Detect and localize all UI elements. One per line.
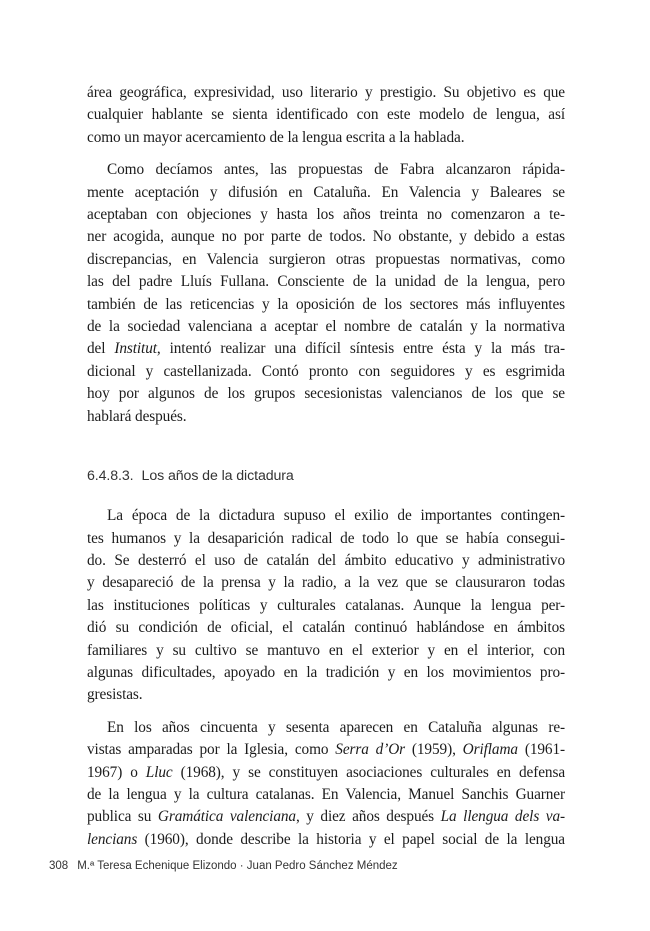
section-number: 6.4.8.3. [87,468,134,485]
text-line: y desapareció de la prensa y la radio, a la vez que se clausuraron todas [87,574,565,592]
text-line: cualquier hablante se sienta identificado con este modelo de lengua, así [87,106,565,124]
text-run: (1968), y se constituyen asociaciones culturales en defensa [172,763,566,781]
text-line [87,739,565,761]
text-run: (1960), donde describe la historia y el papel social de la lengua [137,830,565,848]
text-line: de la sociedad valenciana a aceptar el nombre de catalán y la normativa [87,318,565,336]
section-title: Los años de la dictadura [141,468,294,485]
text-line: como un mayor acercamiento de la lengua escrita a la hablada. [87,128,465,146]
text-line: dicional y castellanizada. Contó pronto con seguidores y es esgrimida [87,362,565,380]
text-run: , intentó realizar una difícil síntesis entre ésta y la más tra- [156,340,565,358]
text-run: , y diez años después [295,808,441,826]
paragraph-continuation [87,82,565,149]
paragraph-fabra [87,159,565,428]
page-footer [49,860,398,872]
text-line: hoy por algunos de los grupos secesionistas valencianos de los que se [87,385,565,403]
body-text [87,82,565,861]
text-line: mente aceptación y difusión en Cataluña. En Valencia y Baleares se [87,183,565,201]
italic-title: Gramática valenciana [157,808,296,826]
text-line [87,762,565,784]
text-line: gresistas. [87,686,143,704]
text-line: también de las reticencias y la oposición de los sectores más influyentes [87,295,565,313]
text-line: La época de la dictadura supuso el exilio de importantes contingen- [107,507,565,525]
text-line: aceptaban con objeciones y hasta los años treinta no comenzaron a te- [87,206,565,224]
text-run: publica su [87,808,158,826]
italic-title: Oriflama [462,741,518,759]
text-line: las del padre Lluís Fullana. Consciente de la unidad de la lengua, pero [87,273,565,291]
text-line: familiares y su cultivo se mantuvo en el exterior y en el interior, con [87,641,565,659]
text-run: (1959), [405,741,463,759]
text-run: 1967) o [87,763,146,781]
text-line: do. Se desterró el uso de catalán del ámbito educativo y administrativo [87,551,565,569]
text-line: área geográfica, expresividad, uso literario y prestigio. Su objetivo es que [87,84,565,101]
text-line: las instituciones políticas y culturales catalanas. Aunque la lengua per- [87,596,565,614]
text-run: vistas amparadas por la Iglesia, como [87,741,336,759]
text-run: (1961- [517,741,566,759]
text-line: dió su condición de oficial, el catalán continuó hablándose en ámbitos [87,619,565,637]
paragraph-cincuenta [87,717,565,851]
text-line: En los años cincuenta y sesenta aparecen en Cataluña algunas re- [107,718,565,736]
italic-title: lencians [87,830,138,848]
paragraph-dictadura [87,505,565,707]
text-line: de la lengua y la cultura catalanas. En Valencia, Manuel Sanchis Guarner [87,785,565,803]
page-number: 308 [49,860,69,872]
text-line [87,829,565,851]
italic-title: Lluc [145,763,173,781]
text-line: Como decíamos antes, las propuestas de Fabra alcanzaron rápida- [107,161,565,179]
footer-authors: M.ª Teresa Echenique Elizondo · Juan Pedro Sánchez Méndez [77,860,398,872]
italic-title: Serra d’Or [335,741,406,759]
italic-title: La llengua dels va- [440,808,565,826]
text-line: algunas dificultades, apoyado en la tradición y en los movimientos pro- [87,663,565,681]
text-run: del [87,340,115,358]
text-line: ner acogida, aunque no por parte de todos. No obstante, y debido a estas [87,228,565,246]
text-line: tes humanos y la desaparición radical de todo lo que se había consegui- [87,529,565,547]
italic-title: Institut [114,340,157,358]
section-heading [87,466,565,486]
text-line: discrepancias, en Valencia surgieron otras propuestas normativas, como [87,250,565,268]
text-line [87,338,565,360]
text-line [87,806,565,828]
text-line: hablará después. [87,407,187,425]
